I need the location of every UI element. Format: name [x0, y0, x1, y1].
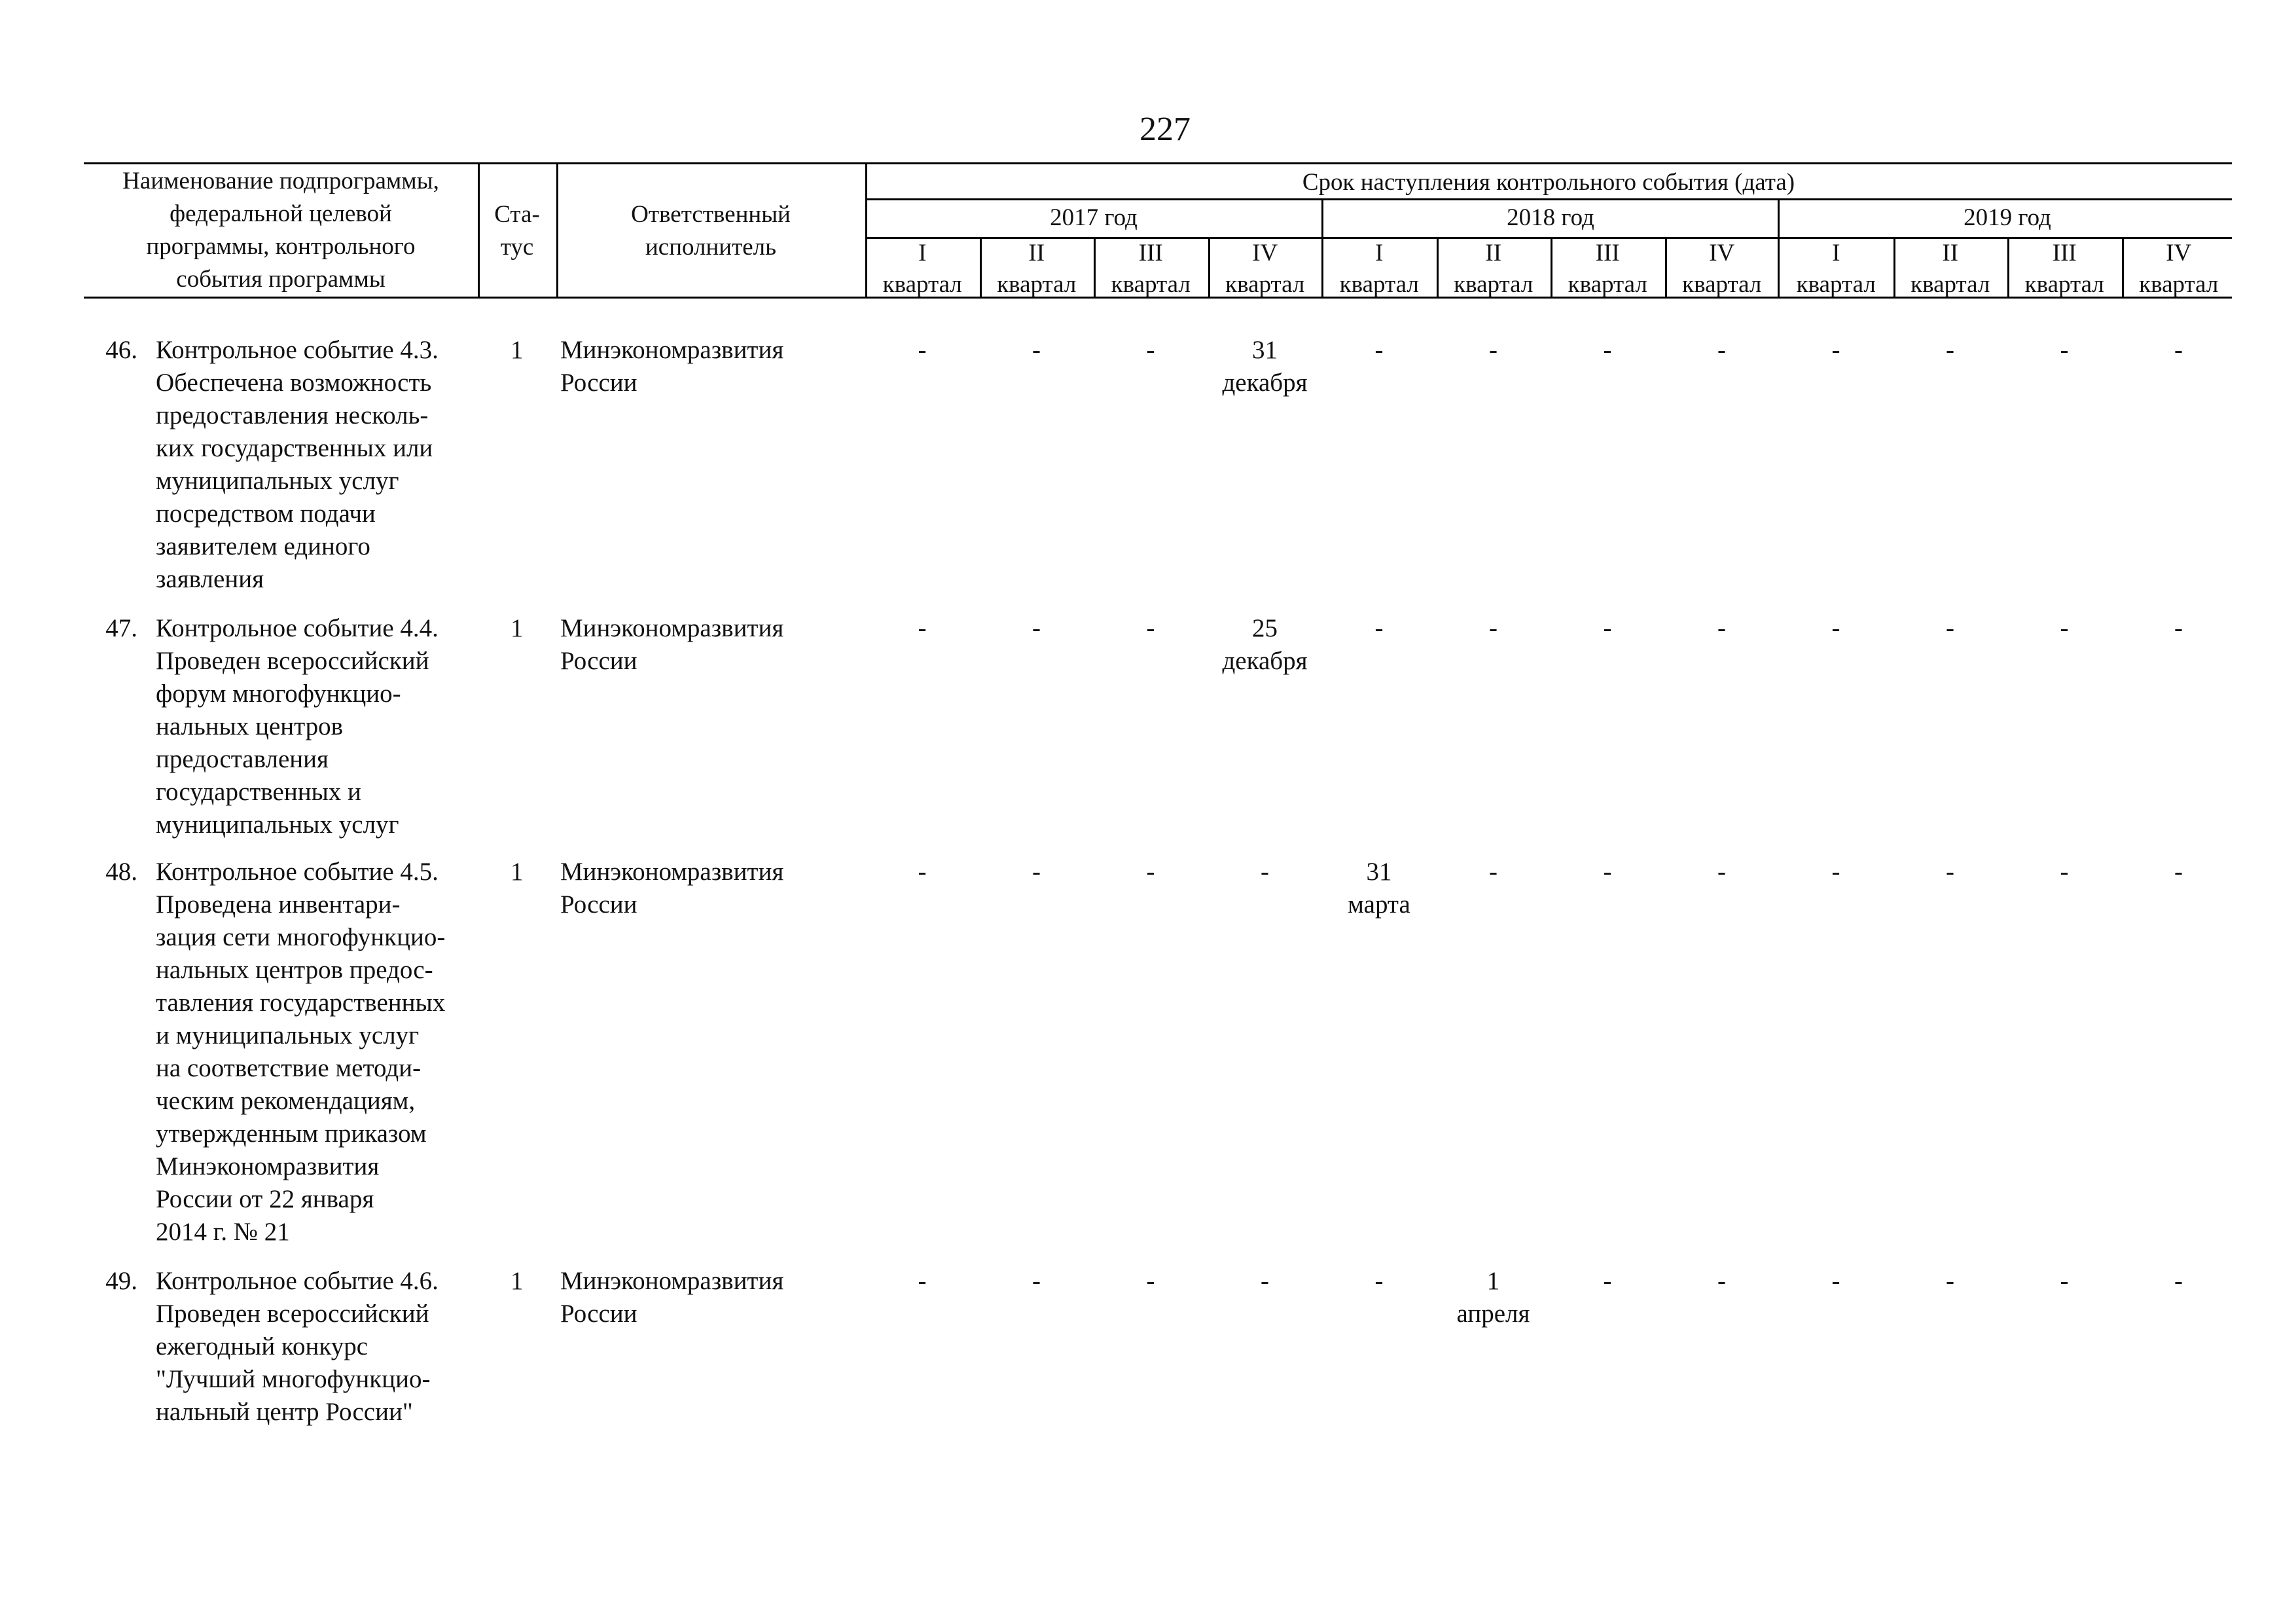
event-name-line: тавления государственных: [156, 989, 446, 1017]
quarter-value: -: [1717, 336, 1726, 364]
quarter-value: 31: [1366, 858, 1392, 886]
header-quarter-numeral: I: [1832, 240, 1840, 266]
quarter-value: -: [1146, 858, 1155, 886]
header-name-line: федеральной целевой: [170, 200, 392, 227]
header-name-line: события программы: [176, 266, 386, 293]
header-quarter-word: квартал: [882, 271, 962, 298]
quarter-value: -: [1717, 858, 1726, 886]
event-name-line: Проведена инвентари-: [156, 890, 401, 919]
header-quarter-numeral: IV: [2166, 240, 2192, 266]
header-quarter-word: квартал: [1682, 271, 1762, 298]
event-name-line: Контрольное событие 4.6.: [156, 1267, 439, 1295]
event-name-line: Обеспечена возможность: [156, 369, 432, 397]
header-quarter-numeral: III: [2052, 240, 2077, 266]
quarter-value: -: [1831, 858, 1840, 886]
quarter-value: декабря: [1222, 369, 1308, 397]
quarter-value: -: [1032, 1267, 1041, 1295]
quarter-value: -: [1603, 858, 1612, 886]
quarter-value: апреля: [1456, 1300, 1530, 1328]
header-quarter-numeral: III: [1138, 240, 1163, 266]
event-name-line: ежегодный конкурс: [156, 1332, 368, 1360]
header-year: 2018 год: [1507, 204, 1594, 231]
responsible-executor-line: Минэкономразвития: [560, 1267, 784, 1295]
event-name-line: предоставления: [156, 745, 329, 773]
header-status-line: тус: [500, 234, 534, 261]
responsible-executor-line: Минэкономразвития: [560, 336, 784, 364]
responsible-executor-line: России: [560, 369, 637, 397]
header-responsible-line: Ответственный: [631, 201, 791, 228]
quarter-value: -: [1603, 336, 1612, 364]
header-responsible-line: исполнитель: [645, 234, 777, 261]
event-status: 1: [511, 614, 524, 642]
event-name-line: зация сети многофункцио-: [156, 923, 446, 951]
quarter-value: -: [2060, 614, 2069, 642]
quarter-value: -: [1489, 614, 1498, 642]
header-quarter-numeral: II: [1942, 240, 1959, 266]
quarter-value: -: [1946, 1267, 1954, 1295]
header-top-rule: [84, 162, 2232, 164]
quarter-value: -: [1717, 1267, 1726, 1295]
event-status: 1: [511, 336, 524, 364]
event-name-line: Контрольное событие 4.4.: [156, 614, 439, 642]
quarter-value: -: [1946, 858, 1954, 886]
event-status: 1: [511, 858, 524, 886]
quarter-value: -: [918, 614, 927, 642]
event-name-line: нальных центров: [156, 712, 344, 740]
event-name-line: ческим рекомендациям,: [156, 1087, 416, 1115]
quarter-value: -: [2060, 1267, 2069, 1295]
quarter-value: -: [1489, 858, 1498, 886]
quarter-value: -: [1603, 1267, 1612, 1295]
quarter-value: -: [1261, 858, 1269, 886]
event-name-line: на соответствие методи-: [156, 1054, 422, 1082]
quarter-value: -: [2174, 336, 2183, 364]
header-quarter-word: квартал: [1568, 271, 1647, 298]
event-name-line: "Лучший многофункцио-: [156, 1365, 431, 1393]
quarter-value: -: [1603, 614, 1612, 642]
quarter-value: -: [2060, 858, 2069, 886]
header-quarter-numeral: I: [1375, 240, 1384, 266]
quarter-value: -: [1489, 336, 1498, 364]
quarter-value: -: [1831, 614, 1840, 642]
event-name-line: утвержденным приказом: [156, 1120, 427, 1148]
quarter-value: -: [1146, 614, 1155, 642]
quarter-value: -: [918, 1267, 927, 1295]
event-name-line: Контрольное событие 4.3.: [156, 336, 439, 364]
quarter-value: -: [1374, 614, 1384, 642]
quarter-value: -: [2060, 336, 2069, 364]
quarter-value: -: [1261, 1267, 1269, 1295]
event-name-line: муниципальных услуг: [156, 467, 399, 495]
event-name-line: нальных центров предос-: [156, 956, 433, 984]
quarter-value: -: [1032, 858, 1041, 886]
event-name-line: муниципальных услуг: [156, 811, 399, 839]
quarter-value: декабря: [1222, 647, 1308, 675]
header-quarter-numeral: II: [1485, 240, 1502, 266]
row-number: 49.: [105, 1267, 137, 1295]
header-quarter-numeral: II: [1028, 240, 1045, 266]
responsible-executor-line: Минэкономразвития: [560, 614, 784, 642]
event-name-line: Проведен всероссийский: [156, 647, 429, 675]
quarter-value: -: [1146, 1267, 1155, 1295]
quarter-value: -: [2174, 1267, 2183, 1295]
event-name-line: Минэкономразвития: [156, 1152, 380, 1180]
event-name-line: государственных и: [156, 778, 361, 806]
event-name-line: России от 22 января: [156, 1185, 374, 1213]
event-name-line: нальный центр России": [156, 1398, 413, 1426]
header-quarter-word: квартал: [2139, 271, 2219, 298]
header-status-line: Ста-: [494, 201, 540, 228]
header-quarter-word: квартал: [2024, 271, 2104, 298]
quarter-value: марта: [1348, 890, 1410, 919]
header-quarter-word: квартал: [997, 271, 1077, 298]
quarter-value: -: [1946, 614, 1954, 642]
event-name-line: заявителем единого: [156, 532, 370, 560]
event-status: 1: [511, 1267, 524, 1295]
quarter-value: -: [1946, 336, 1954, 364]
header-year: 2017 год: [1050, 204, 1138, 231]
header-quarter-word: квартал: [1111, 271, 1191, 298]
quarter-value: -: [918, 336, 927, 364]
event-name-line: предоставления несколь-: [156, 401, 429, 429]
header-name-line: программы, контрольного: [146, 233, 416, 260]
quarter-value: -: [1146, 336, 1155, 364]
quarter-value: -: [1032, 614, 1041, 642]
event-name-line: Проведен всероссийский: [156, 1300, 429, 1328]
row-number: 46.: [105, 336, 137, 364]
event-name-line: и муниципальных услуг: [156, 1021, 420, 1049]
event-name-line: посредством подачи: [156, 500, 376, 528]
quarter-value: -: [1374, 1267, 1384, 1295]
header-date-title: Срок наступления контрольного события (дата): [1302, 169, 1795, 196]
header-quarter-word: квартал: [1796, 271, 1876, 298]
row-number: 47.: [105, 614, 137, 642]
event-name-line: Контрольное событие 4.5.: [156, 858, 439, 886]
quarter-value: -: [918, 858, 927, 886]
header-quarter-numeral: III: [1595, 240, 1620, 266]
quarter-value: -: [2174, 614, 2183, 642]
header-quarter-numeral: I: [918, 240, 927, 266]
responsible-executor-line: Минэкономразвития: [560, 858, 784, 886]
quarter-value: -: [1831, 336, 1840, 364]
header-quarter-word: квартал: [1225, 271, 1305, 298]
event-name-line: ких государственных или: [156, 434, 433, 462]
event-name-line: форум многофункцио-: [156, 680, 401, 708]
header-quarter-word: квартал: [1910, 271, 1990, 298]
event-name-line: 2014 г. № 21: [156, 1218, 290, 1246]
event-name-line: заявления: [156, 565, 264, 593]
header-quarter-word: квартал: [1339, 271, 1419, 298]
quarter-value: 31: [1252, 336, 1278, 364]
page-number: 227: [1139, 111, 1191, 148]
header-quarter-numeral: IV: [1709, 240, 1735, 266]
header-quarter-word: квартал: [1454, 271, 1534, 298]
header-name-line: Наименование подпрограммы,: [122, 168, 439, 194]
responsible-executor-line: России: [560, 647, 637, 675]
quarter-value: -: [1374, 336, 1384, 364]
header-year: 2019 год: [1964, 204, 2051, 231]
quarter-value: -: [1032, 336, 1041, 364]
row-number: 48.: [105, 858, 137, 886]
quarter-value: -: [2174, 858, 2183, 886]
quarter-value: 1: [1486, 1267, 1500, 1295]
responsible-executor-line: России: [560, 1300, 637, 1328]
quarter-value: 25: [1252, 614, 1278, 642]
responsible-executor-line: России: [560, 890, 637, 919]
quarter-value: -: [1831, 1267, 1840, 1295]
header-quarter-numeral: IV: [1252, 240, 1278, 266]
quarter-value: -: [1717, 614, 1726, 642]
